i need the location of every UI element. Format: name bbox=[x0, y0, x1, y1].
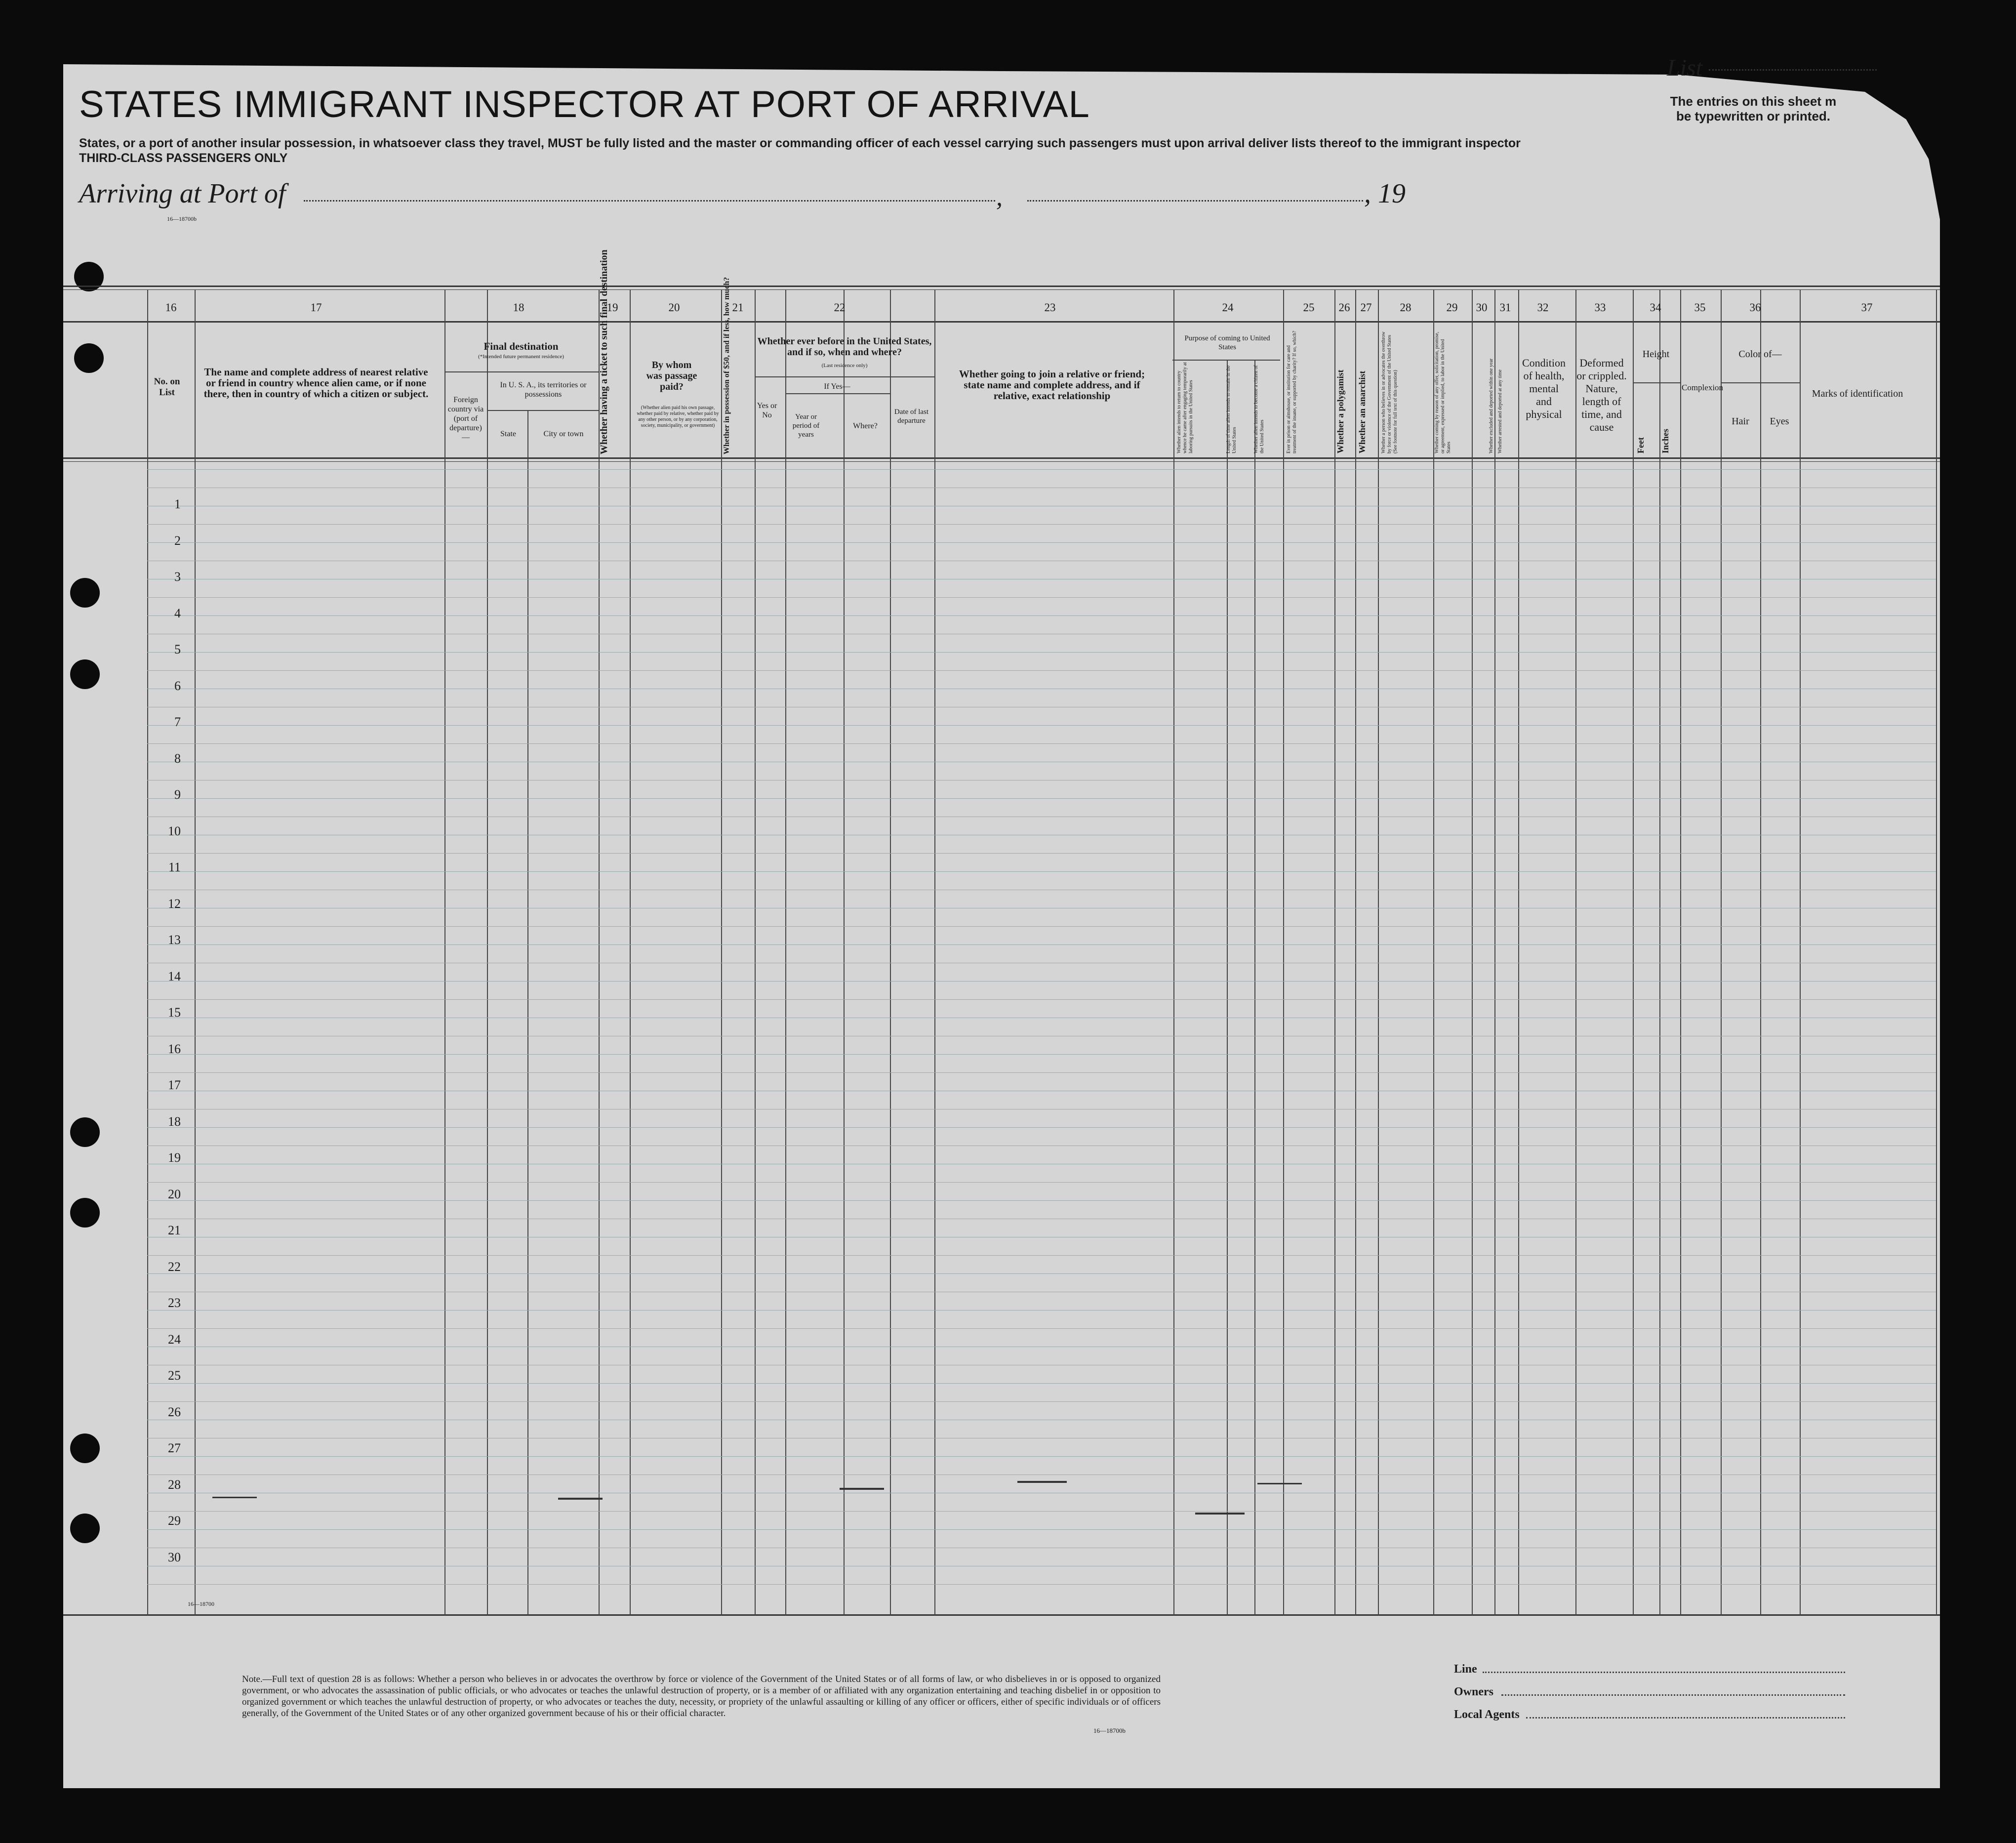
ruled-line bbox=[147, 1182, 1936, 1183]
list-field[interactable] bbox=[1709, 69, 1877, 71]
ruled-line bbox=[147, 1273, 1936, 1274]
row-number: 19 bbox=[168, 1150, 181, 1165]
ruled-line bbox=[147, 1054, 1936, 1055]
column-number: 16 bbox=[165, 301, 177, 314]
column-number: 32 bbox=[1537, 301, 1549, 314]
column-line bbox=[755, 289, 756, 1615]
col-18-state: State bbox=[500, 430, 516, 438]
col-25-header: Ever in prison or almshouse, or institution for care and treatment of the insane, or supported by charity? If so, which? bbox=[1286, 330, 1297, 453]
sub-column-line bbox=[1760, 382, 1761, 1615]
sub-column-line bbox=[1227, 360, 1228, 1615]
ruled-line bbox=[147, 1511, 1936, 1512]
column-line bbox=[1334, 289, 1335, 1615]
header-rule-thin bbox=[63, 289, 1940, 290]
ruled-line bbox=[147, 1456, 1936, 1457]
line-label: Line bbox=[1454, 1663, 1477, 1676]
col-20-subtitle: (Whether alien paid his own passage, whether paid by relative, whether paid by any other person, or by any corporation, society, municipality, or government) bbox=[637, 405, 719, 428]
ink-mark bbox=[1017, 1481, 1067, 1483]
sub-column-line bbox=[844, 393, 845, 1615]
column-line bbox=[1680, 289, 1681, 1615]
column-number: 18 bbox=[513, 301, 524, 314]
comma: , bbox=[996, 183, 1003, 211]
row-number: 15 bbox=[168, 1005, 181, 1020]
header-bottom-rule bbox=[63, 457, 1940, 459]
col-18-city: City or town bbox=[543, 430, 584, 438]
column-number: 29 bbox=[1446, 301, 1458, 314]
col-20-title: By whom was passage paid? bbox=[646, 360, 697, 392]
column-number: 28 bbox=[1400, 301, 1411, 314]
column-number: 27 bbox=[1360, 301, 1372, 314]
column-line bbox=[721, 289, 722, 1615]
col-32-header: Condition of health, mental and physical bbox=[1522, 357, 1566, 420]
ruled-line bbox=[147, 652, 1936, 653]
row-number: 26 bbox=[168, 1404, 181, 1419]
ruled-line bbox=[147, 1310, 1936, 1311]
form-code-bottom: 16—18700 bbox=[188, 1600, 214, 1607]
ruled-line bbox=[147, 1127, 1936, 1128]
col-24-return: Whether alien intends to return to country whence he came after engaging temporarily at laboring pursuits in the United States bbox=[1176, 362, 1194, 453]
ruled-line bbox=[147, 944, 1936, 945]
column-number: 19 bbox=[606, 301, 618, 314]
column-line bbox=[1633, 289, 1634, 1615]
col-36-title: Color of— bbox=[1738, 349, 1782, 360]
ruled-line bbox=[147, 1328, 1936, 1329]
col-34-feet: Feet bbox=[1636, 437, 1646, 453]
column-line bbox=[1433, 289, 1434, 1615]
row-number: 14 bbox=[168, 969, 181, 983]
col-22-ifyes: If Yes— bbox=[824, 382, 850, 391]
col-34-inches: Inches bbox=[1660, 428, 1670, 453]
form-instructions: States, or a port of another insular possession, in whatsoever class they travel, MUST be fully listed and the master or commanding officer of each vessel carrying such passengers must upon arrival deliver lists thereof to the immigrant inspector bbox=[79, 136, 1521, 150]
punch-hole bbox=[70, 578, 100, 608]
column-line bbox=[444, 289, 445, 1615]
col-27-header: Whether an anarchist bbox=[1357, 370, 1367, 453]
column-line bbox=[1721, 289, 1722, 1615]
ink-mark bbox=[1195, 1513, 1245, 1515]
col-24-title: Purpose of coming to United States bbox=[1184, 334, 1270, 351]
row-number: 17 bbox=[168, 1078, 181, 1092]
entries-note-line-1: The entries on this sheet m bbox=[1670, 94, 1837, 109]
row-number: 8 bbox=[174, 751, 181, 766]
ruled-line bbox=[147, 1383, 1936, 1384]
col-22-title: Whether ever before in the United States, and if so, when and where? bbox=[757, 336, 932, 358]
punch-hole bbox=[74, 262, 104, 291]
col-18-subtitle: (*Intended future permanent residence) bbox=[478, 354, 564, 360]
col-18-title: Final destination bbox=[484, 340, 559, 352]
sub-column-line bbox=[1659, 382, 1660, 1615]
col-24-length: Length of time alien intends to remain in the United States bbox=[1226, 365, 1237, 453]
col-22-year: Year or period of years bbox=[792, 413, 820, 439]
column-number: 37 bbox=[1861, 301, 1873, 314]
column-number: 31 bbox=[1499, 301, 1511, 314]
row-number: 11 bbox=[168, 860, 181, 874]
ruled-line bbox=[147, 1584, 1936, 1585]
column-line bbox=[195, 289, 196, 1615]
row-number: 12 bbox=[168, 896, 181, 911]
punch-hole bbox=[70, 1514, 100, 1543]
row-number: 6 bbox=[174, 678, 181, 693]
col-36-eyes: Eyes bbox=[1770, 416, 1789, 427]
row-number: 1 bbox=[174, 497, 181, 511]
ruled-line bbox=[147, 615, 1936, 616]
column-line bbox=[1355, 289, 1356, 1615]
col-35-header: Complexion bbox=[1682, 383, 1724, 392]
col-22-date: Date of last departure bbox=[894, 408, 929, 425]
ruled-line bbox=[147, 926, 1936, 927]
ruled-line bbox=[147, 1401, 1936, 1402]
ruled-line bbox=[147, 743, 1936, 744]
row-number: 13 bbox=[168, 933, 181, 947]
col-29-header: Whether coming by reason of any offer, solicitation, promise, or agreement, expressed or implied, to labor in the United States bbox=[1434, 331, 1452, 453]
col-31-header: Whether arrested and deported at any time bbox=[1497, 369, 1503, 453]
col-18-foreign: Foreign country via (port of departure)— bbox=[447, 396, 484, 442]
col-30-header: Whether excluded and deported within one year bbox=[1489, 358, 1494, 453]
ruled-line bbox=[147, 542, 1936, 543]
col-22-subtitle: (Last residence only) bbox=[821, 363, 868, 369]
column-line bbox=[1575, 289, 1576, 1615]
owners-label: Owners bbox=[1454, 1685, 1493, 1698]
ruled-line bbox=[147, 524, 1936, 525]
ruled-line bbox=[147, 725, 1936, 726]
local-agents-field[interactable] bbox=[1526, 1717, 1845, 1719]
col-22-yesno: Yes or No bbox=[757, 402, 777, 419]
entries-note bbox=[1620, 94, 1887, 123]
column-line bbox=[147, 289, 148, 1615]
row-number: 20 bbox=[168, 1187, 181, 1201]
row-number: 28 bbox=[168, 1477, 181, 1492]
row-number: 29 bbox=[168, 1514, 181, 1528]
column-line bbox=[630, 289, 631, 1615]
row-number: 24 bbox=[168, 1332, 181, 1347]
ink-mark bbox=[558, 1498, 603, 1500]
list-label: List bbox=[1667, 55, 1703, 81]
row-number: 22 bbox=[168, 1259, 181, 1274]
sub-column-line bbox=[487, 410, 488, 1615]
punch-hole bbox=[70, 1198, 100, 1228]
ink-mark bbox=[840, 1488, 884, 1490]
col-34-title: Height bbox=[1642, 349, 1670, 360]
col-19-header: Whether having a ticket to such final destination bbox=[599, 249, 609, 454]
ruled-line bbox=[147, 670, 1936, 671]
column-line bbox=[934, 289, 935, 1615]
ruled-line bbox=[147, 999, 1936, 1000]
row-number: 16 bbox=[168, 1041, 181, 1056]
row-number: 27 bbox=[168, 1441, 181, 1455]
arriving-label: Arriving at Port of bbox=[79, 178, 286, 209]
col-18-sub-rule bbox=[444, 371, 599, 372]
column-number: 25 bbox=[1303, 301, 1315, 314]
column-number: 23 bbox=[1044, 301, 1056, 314]
row-number: 21 bbox=[168, 1223, 181, 1237]
date-field[interactable] bbox=[1027, 200, 1363, 202]
column-line bbox=[1283, 289, 1284, 1615]
sub-column-line bbox=[785, 376, 786, 1615]
header-bottom-rule-thin bbox=[63, 461, 1940, 462]
punch-hole bbox=[70, 1433, 100, 1463]
ink-mark bbox=[212, 1497, 257, 1498]
column-number: 26 bbox=[1338, 301, 1350, 314]
column-line bbox=[890, 289, 891, 1615]
punch-hole bbox=[70, 1117, 100, 1147]
col-18-usa-rule bbox=[488, 410, 599, 411]
local-agents-label: Local Agents bbox=[1454, 1708, 1520, 1721]
column-number-rule bbox=[63, 321, 1940, 323]
column-line bbox=[1494, 289, 1495, 1615]
col-36-sub-rule bbox=[1721, 382, 1800, 383]
col-24-sub-rule bbox=[1172, 360, 1280, 361]
col-22-sub-rule bbox=[755, 376, 934, 377]
column-line bbox=[1378, 289, 1379, 1615]
col-34-sub-rule bbox=[1633, 382, 1680, 383]
port-field[interactable] bbox=[304, 200, 995, 202]
ruled-line bbox=[147, 1255, 1936, 1256]
col-24-citizen: Whether alien intends to become a citizen of the United States bbox=[1253, 365, 1265, 453]
column-line bbox=[1173, 289, 1174, 1615]
column-number: 36 bbox=[1749, 301, 1761, 314]
footnote-code: 16—18700b bbox=[1093, 1727, 1126, 1734]
column-line bbox=[1472, 289, 1473, 1615]
row-number: 9 bbox=[174, 787, 181, 802]
ruled-line bbox=[147, 1072, 1936, 1073]
column-line bbox=[1936, 289, 1937, 1615]
sub-column-line bbox=[527, 410, 528, 1615]
ruled-line bbox=[147, 469, 1936, 470]
ruled-line bbox=[147, 981, 1936, 982]
ruled-line bbox=[147, 853, 1936, 854]
col-37-header: Marks of identification bbox=[1812, 388, 1903, 399]
col-16-header: No. on List bbox=[154, 376, 180, 398]
sub-column-line bbox=[1254, 360, 1255, 1615]
row-number: 7 bbox=[174, 715, 181, 729]
row-number: 25 bbox=[168, 1368, 181, 1383]
col-22-where: Where? bbox=[853, 422, 878, 430]
row-number: 18 bbox=[168, 1114, 181, 1129]
column-line bbox=[1800, 289, 1801, 1615]
table-bottom-rule bbox=[63, 1614, 1940, 1616]
column-line bbox=[599, 289, 600, 1615]
column-number: 20 bbox=[668, 301, 680, 314]
column-number: 17 bbox=[310, 301, 322, 314]
form-title: STATES IMMIGRANT INSPECTOR AT PORT OF ARRIVAL bbox=[79, 83, 1090, 125]
col-23-header: Whether going to join a relative or friend; state name and complete address, and if relative, exact relationship bbox=[959, 368, 1145, 402]
row-number: 5 bbox=[174, 642, 181, 656]
row-number: 3 bbox=[174, 570, 181, 584]
col-28-header: Whether a person who believes in or advocates the overthrow by force or violence of the Government of the United States (See footnote for full text of this question) bbox=[1381, 331, 1398, 453]
ruled-line bbox=[147, 1529, 1936, 1530]
passenger-class: THIRD-CLASS PASSENGERS ONLY bbox=[79, 151, 288, 165]
column-number: 33 bbox=[1594, 301, 1606, 314]
header-rule bbox=[63, 286, 1940, 287]
year-prefix: , 19 bbox=[1364, 178, 1406, 209]
column-number: 21 bbox=[732, 301, 744, 314]
column-line bbox=[1518, 289, 1519, 1615]
line-field[interactable] bbox=[1483, 1672, 1845, 1673]
col-21-header: Whether in possession of $50, and if less, how much? bbox=[723, 277, 731, 454]
col-36-hair: Hair bbox=[1732, 416, 1749, 427]
ruled-line bbox=[147, 871, 1936, 872]
column-number: 35 bbox=[1694, 301, 1706, 314]
column-number: 24 bbox=[1222, 301, 1234, 314]
column-number: 34 bbox=[1650, 301, 1661, 314]
ruled-line bbox=[147, 1474, 1936, 1475]
row-number: 10 bbox=[168, 823, 181, 838]
col-18-usa: In U. S. A., its territories or possessions bbox=[500, 381, 587, 399]
row-number: 23 bbox=[168, 1296, 181, 1310]
form-code-top: 16—18700b bbox=[167, 215, 197, 222]
entries-note-line-2: be typewritten or printed. bbox=[1676, 109, 1831, 123]
punch-hole bbox=[70, 659, 100, 689]
col-26-header: Whether a polygamist bbox=[1335, 369, 1345, 453]
row-number: 2 bbox=[174, 533, 181, 548]
col-17-header: The name and complete address of nearest relative or friend in country whence alien came, or if none there, then in country of which a citizen or subject. bbox=[203, 366, 429, 400]
row-number: 4 bbox=[174, 606, 181, 620]
col-22-ifyes-rule bbox=[785, 393, 890, 394]
owners-field[interactable] bbox=[1501, 1694, 1845, 1696]
column-number: 22 bbox=[834, 301, 846, 314]
footnote-question-28: Note.—Full text of question 28 is as follows: Whether a person who believes in or advocates the overthrow by force or violence of the Government of the United States or of all forms of law, or who disbelieves in or is opposed to organized government, or who advocates the assassination of public officials, or who advocates or teaches the unlawful destruction of property, or is a member of or affiliated with any organization entertaining and teaching disbelief in or opposition to organized government or which teaches the unlawful destruction of property, or who advocates or teaches the duty, necessity, or propriety of the unlawful assaulting or killing of any officer or officers, either of specific individuals or of officers generally, of the Government of the United States or of any other organized government because of his or their official character. bbox=[242, 1674, 1161, 1719]
ruled-line bbox=[147, 597, 1936, 598]
column-number: 30 bbox=[1476, 301, 1488, 314]
punch-hole bbox=[74, 343, 104, 373]
col-33-header: Deformed or crippled. Nature, length of time, and cause bbox=[1576, 357, 1627, 433]
ink-mark bbox=[1257, 1483, 1302, 1484]
ruled-line bbox=[147, 798, 1936, 799]
ruled-line bbox=[147, 1200, 1936, 1201]
row-number: 30 bbox=[168, 1550, 181, 1564]
